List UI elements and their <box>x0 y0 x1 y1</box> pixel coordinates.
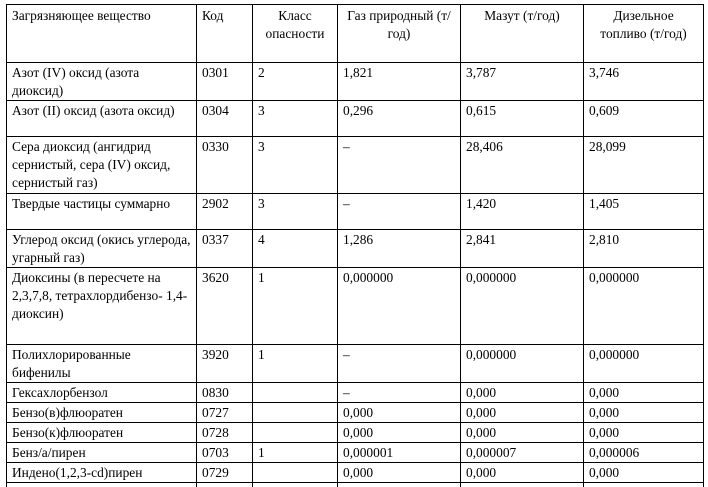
header-natural-gas: Газ природный (т/год) <box>338 5 461 63</box>
header-pollutant: Загрязняющее вещество <box>7 5 197 63</box>
cell-diesel: 2,810 <box>584 230 704 268</box>
cell-code: 0703 <box>197 443 253 463</box>
cell-pollutant: Бензо(к)флюоратен <box>7 423 197 443</box>
cell-diesel: 0,000000 <box>584 345 704 383</box>
cell-diesel: 0,000 <box>584 383 704 403</box>
cell-hazard-class: 1 <box>253 443 338 463</box>
cell-hazard-class <box>253 403 338 423</box>
cell-pollutant: Азот (II) оксид (азота оксид) <box>7 101 197 137</box>
cell-natural-gas: 1,286 <box>338 230 461 268</box>
cell-natural-gas: 0,000 <box>338 463 461 483</box>
cell-natural-gas: – <box>338 194 461 230</box>
cell-fuel-oil: 0,000 <box>461 383 584 403</box>
cell-natural-gas: – <box>338 383 461 403</box>
cell-natural-gas: – <box>338 345 461 383</box>
cell-hazard-class: 1 <box>253 345 338 383</box>
header-diesel: Дизельное топливо (т/год) <box>584 5 704 63</box>
cell-fuel-oil: 0,000 <box>461 423 584 443</box>
cell-pollutant: Диоксины (в пересчете на 2,3,7,8, тетрахлордибензо- 1,4-диоксин) <box>7 268 197 345</box>
cell-hazard-class <box>253 463 338 483</box>
table-row-cut-off <box>7 483 704 487</box>
table-row <box>7 403 704 423</box>
cell-hazard-class: 1 <box>253 268 338 345</box>
cell-natural-gas: 0,000000 <box>338 268 461 345</box>
cell-hazard-class: 2 <box>253 63 338 101</box>
cell-diesel: 0,000000 <box>584 268 704 345</box>
cell-code: 0728 <box>197 423 253 443</box>
cell-pollutant: Бенз/а/пирен <box>7 443 197 463</box>
cell-code: 0729 <box>197 463 253 483</box>
cell-code: 0330 <box>197 137 253 194</box>
cell-hazard-class: 3 <box>253 137 338 194</box>
cell-diesel: 28,099 <box>584 137 704 194</box>
table-row <box>7 230 704 268</box>
cell-code: 3620 <box>197 268 253 345</box>
cell-hazard-class: 3 <box>253 194 338 230</box>
table-row <box>7 63 704 101</box>
table-header-row <box>7 5 704 63</box>
cell-diesel: 0,000 <box>584 463 704 483</box>
emissions-table <box>6 4 704 487</box>
table-row <box>7 194 704 230</box>
cell-fuel-oil: 0,000 <box>461 403 584 423</box>
table-row <box>7 463 704 483</box>
cell-code: 3920 <box>197 345 253 383</box>
cell-code: 0830 <box>197 383 253 403</box>
table-row <box>7 137 704 194</box>
header-hazard-class: Класс опасности <box>253 5 338 63</box>
cell-diesel: 3,746 <box>584 63 704 101</box>
cell-fuel-oil: 2,841 <box>461 230 584 268</box>
table-row <box>7 268 704 345</box>
cell-fuel-oil: 0,615 <box>461 101 584 137</box>
cell-hazard-class: 3 <box>253 101 338 137</box>
cell-natural-gas: 0,296 <box>338 101 461 137</box>
cell-diesel: 1,405 <box>584 194 704 230</box>
cell-code: 0301 <box>197 63 253 101</box>
cell-pollutant: Индено(1,2,3-cd)пирен <box>7 463 197 483</box>
cell-pollutant: Твердые частицы суммарно <box>7 194 197 230</box>
cell-fuel-oil: 0,000007 <box>461 443 584 463</box>
cell-hazard-class <box>253 383 338 403</box>
cell-pollutant: Азот (IV) оксид (азота диоксид) <box>7 63 197 101</box>
cell-diesel: 0,000 <box>584 403 704 423</box>
cell-pollutant: Полихлорированные бифенилы <box>7 345 197 383</box>
cell-fuel-oil: 0,000000 <box>461 268 584 345</box>
cell-code: 0304 <box>197 101 253 137</box>
cell-code: 0337 <box>197 230 253 268</box>
cell-fuel-oil: 28,406 <box>461 137 584 194</box>
cell-fuel-oil: 0,000 <box>461 463 584 483</box>
cell-pollutant: Сера диоксид (ангидрид сернистый, сера (IV) оксид, сернистый газ) <box>7 137 197 194</box>
cell-natural-gas: 0,000 <box>338 423 461 443</box>
cell-natural-gas: 0,000001 <box>338 443 461 463</box>
cell-hazard-class: 4 <box>253 230 338 268</box>
table-row <box>7 423 704 443</box>
cell-natural-gas: – <box>338 137 461 194</box>
table-row <box>7 345 704 383</box>
cell-pollutant: Бензо(в)флюоратен <box>7 403 197 423</box>
cell-pollutant: Гексахлорбензол <box>7 383 197 403</box>
cell-fuel-oil: 3,787 <box>461 63 584 101</box>
cell-natural-gas: 0,000 <box>338 403 461 423</box>
cell-hazard-class <box>253 423 338 443</box>
cell-code: 0727 <box>197 403 253 423</box>
cell-fuel-oil: 1,420 <box>461 194 584 230</box>
cell-code: 2902 <box>197 194 253 230</box>
header-code: Код <box>197 5 253 63</box>
header-fuel-oil: Мазут (т/год) <box>461 5 584 63</box>
cell-pollutant: Углерод оксид (окись углерода, угарный газ) <box>7 230 197 268</box>
cell-natural-gas: 1,821 <box>338 63 461 101</box>
cell-diesel: 0,000 <box>584 423 704 443</box>
table-row <box>7 383 704 403</box>
cell-fuel-oil: 0,000000 <box>461 345 584 383</box>
table-row <box>7 101 704 137</box>
cell-diesel: 0,000006 <box>584 443 704 463</box>
cell-diesel: 0,609 <box>584 101 704 137</box>
table-row <box>7 443 704 463</box>
